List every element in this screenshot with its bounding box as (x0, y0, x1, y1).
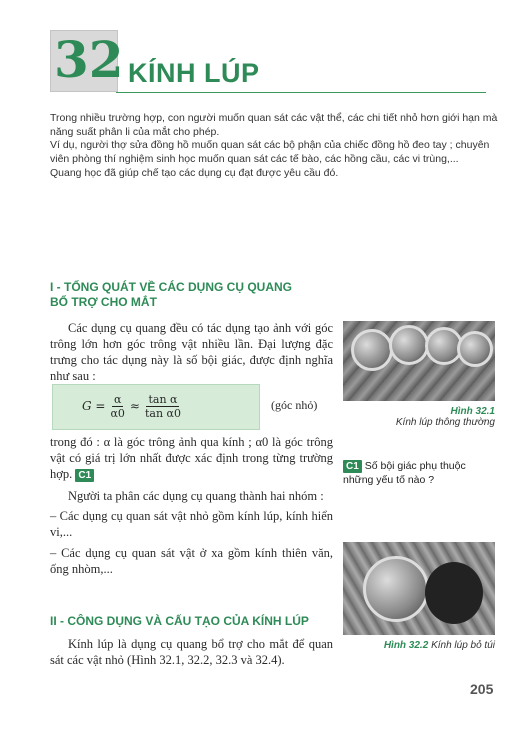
lens-4 (457, 331, 493, 367)
figure-32-2-number: Hình 32.2 (383, 640, 429, 651)
figure-32-1-caption: Kính lúp thông thường (395, 417, 495, 428)
section1-heading (50, 280, 292, 310)
title-divider (116, 92, 486, 93)
magnification-formula (82, 388, 181, 424)
section1-paragraph-1: Các dụng cụ quang đều có tác dụng tạo ảnh với góc trông lớn hơn góc trông vật nhiều lần. Đại lượng đặc trưng cho tác dụng này là số bội giác, được định nghĩa như sau : (50, 321, 333, 383)
formula-tan-num: tan α (148, 392, 178, 406)
intro-paragraph-1: Trong nhiều trường hợp, con người muốn quan sát các vật thể, các chi tiết nhỏ hơn giới hạn mà năng suất phân li của mắt cho phép. (50, 112, 498, 138)
figure-32-2-caption: Kính lúp bỏ túi (431, 640, 495, 651)
sidebar-c1-badge: C1 (343, 460, 362, 473)
section2-heading: II - CÔNG DỤNG VÀ CẤU TẠO CỦA KÍNH LÚP (50, 614, 309, 628)
intro-paragraph-3: Quang học đã giúp chế tạo các dụng cụ đạt được yêu cầu đó. (50, 167, 339, 179)
formula-approx: ≈ (129, 399, 140, 413)
lens-2 (389, 325, 429, 365)
sidebar-question-text: Số bội giác phụ thuộc những yếu tố nào ? (343, 460, 466, 486)
pocket-lens (363, 556, 429, 622)
lens-1 (351, 329, 393, 371)
magnifier-photo-2 (343, 542, 495, 635)
section1-heading-line1: I - TỔNG QUÁT VỀ CÁC DỤNG CỤ QUANG (50, 280, 292, 294)
page-number: 205 (470, 681, 494, 697)
section1-heading-line2: BỔ TRỢ CHO MẮT (50, 295, 157, 309)
sidebar-question (343, 460, 495, 487)
section1-paragraph-2 (50, 434, 333, 482)
figure-32-1-label (343, 406, 495, 428)
formula-fraction-alpha (110, 393, 124, 420)
chapter-number: 32 (54, 30, 124, 89)
lens-case (425, 562, 483, 624)
formula-note: (góc nhỏ) (271, 398, 318, 412)
section1-paragraph-2-text: trong đó : α là góc trông ảnh qua kính ; α0 là góc trông vật có giá trị lớn nhất được xác định trong từng trường hợp. (50, 435, 333, 481)
formula-tan-den: tan α0 (144, 406, 181, 420)
figure-32-2-label (343, 640, 495, 651)
formula-alpha: α (113, 392, 122, 406)
section2-paragraph-1: Kính lúp là dụng cụ quang bổ trợ cho mắt để quan sát các vật nhỏ (Hình 32.1, 32.2, 32.3 và 32.4). (50, 637, 333, 667)
formula-g: G = (82, 399, 106, 413)
formula-fraction-tan (145, 393, 181, 420)
formula-alpha0: α0 (110, 406, 125, 420)
section1-item-1: – Các dụng cụ quan sát vật nhỏ gồm kính lúp, kính hiển vi,... (50, 509, 333, 539)
intro-paragraph-2: Ví dụ, người thợ sửa đồng hồ muốn quan sát các bộ phận của chiếc đồng hồ đeo tay ; chuyên viên phòng thí nghiệm sinh học muốn quan sát các tế bào, các hồng cầu, các vi trùng,... (50, 139, 490, 165)
c1-badge: C1 (75, 469, 94, 482)
magnifier-photo-1 (343, 321, 495, 401)
section1-item-2: – Các dụng cụ quan sát vật ở xa gồm kính thiên văn, ống nhòm,... (50, 546, 333, 576)
figure-32-1-number: Hình 32.1 (450, 406, 495, 417)
chapter-title: KÍNH LÚP (128, 58, 260, 88)
section1-paragraph-3: Người ta phân các dụng cụ quang thành hai nhóm : (68, 489, 324, 503)
